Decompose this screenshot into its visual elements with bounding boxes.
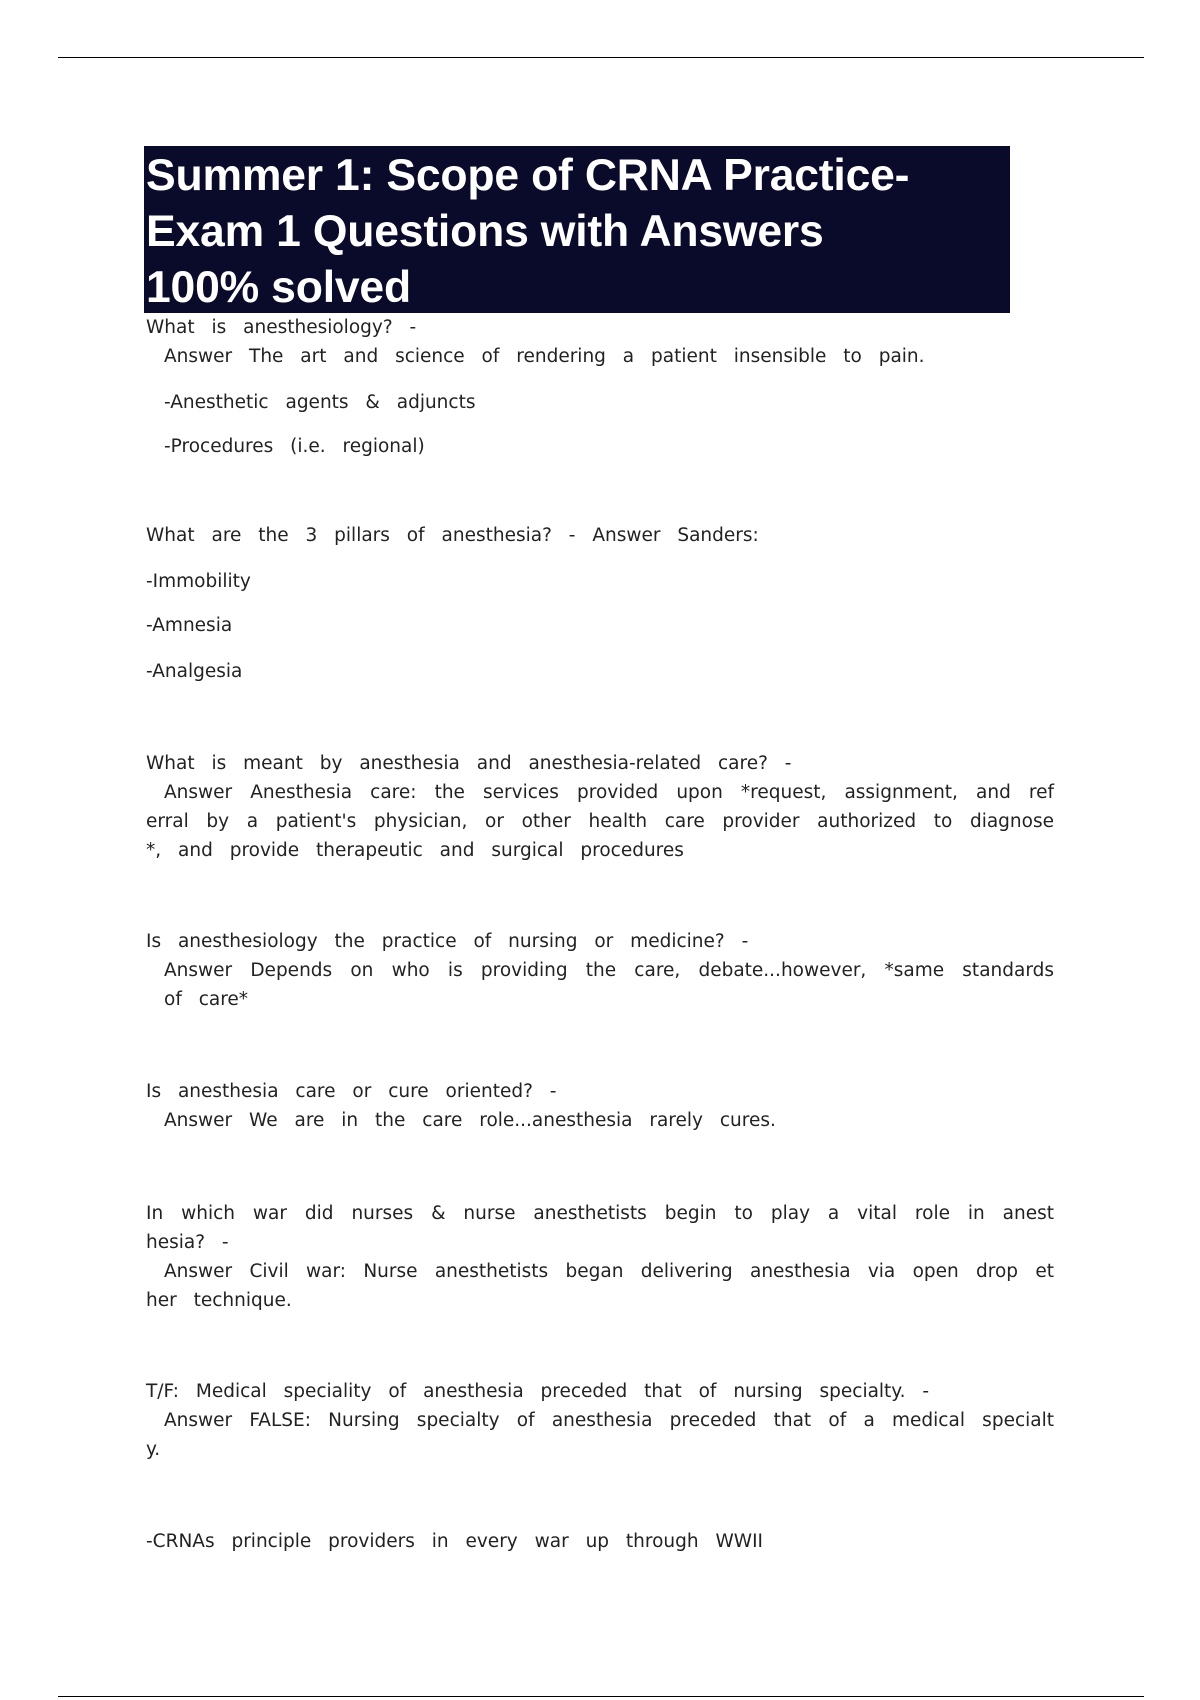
- qa-item: [146, 313, 1054, 461]
- qa-item: [146, 749, 1054, 865]
- answer-text: her technique.: [146, 1290, 292, 1311]
- answer-text: Answer Anesthesia care: the services provided upon *request, assignment, and ref: [164, 782, 1054, 803]
- answer-text: -Immobility: [146, 571, 251, 592]
- qa-item: [146, 1199, 1054, 1315]
- bottom-rule: [58, 1696, 1144, 1697]
- qa-item: [146, 1377, 1054, 1464]
- document-title: [144, 146, 1010, 313]
- question-text: In which war did nurses & nurse anesthetists begin to play a vital role in anest: [146, 1203, 1054, 1224]
- question-text: Is anesthesiology the practice of nursing or medicine? -: [146, 931, 749, 952]
- title-line-3: 100% solved: [146, 263, 411, 312]
- answer-text: -Amnesia: [146, 615, 233, 636]
- question-text: What is meant by anesthesia and anesthesia-related care? -: [146, 753, 792, 774]
- qa-item: [146, 927, 1054, 1014]
- question-text: Is anesthesia care or cure oriented? -: [146, 1081, 557, 1102]
- answer-text: Answer The art and science of rendering a patient insensible to pain.: [164, 346, 925, 367]
- qa-item: [146, 521, 1054, 686]
- answer-text: -Procedures (i.e. regional): [164, 436, 425, 457]
- question-text: T/F: Medical speciality of anesthesia preceded that of nursing specialty. -: [146, 1381, 930, 1402]
- answer-text: -Anesthetic agents & adjuncts: [164, 392, 476, 413]
- title-line-2: Exam 1 Questions with Answers: [146, 207, 824, 256]
- qa-item: [146, 1077, 1054, 1135]
- body-text: -CRNAs principle providers in every war up through WWII: [146, 1531, 763, 1552]
- answer-text: erral by a patient's physician, or other health care provider authorized to diagnose: [146, 811, 1054, 832]
- answer-text: Answer Civil war: Nurse anesthetists began delivering anesthesia via open drop et: [164, 1261, 1054, 1282]
- answer-text: Answer We are in the care role...anesthesia rarely cures.: [164, 1110, 776, 1131]
- answer-text: of care*: [164, 989, 249, 1010]
- question-text: What are the 3 pillars of anesthesia? - Answer Sanders:: [146, 525, 759, 546]
- top-rule: [58, 57, 1144, 58]
- question-text: hesia? -: [146, 1232, 229, 1253]
- title-line-1: Summer 1: Scope of CRNA Practice-: [146, 151, 910, 200]
- answer-text: Answer Depends on who is providing the care, debate...however, *same standards: [164, 960, 1054, 981]
- answer-text: -Analgesia: [146, 661, 243, 682]
- answer-text: y.: [146, 1439, 161, 1460]
- qa-item: [146, 1527, 1054, 1556]
- answer-text: *, and provide therapeutic and surgical procedures: [146, 840, 684, 861]
- question-text: What is anesthesiology? -: [146, 317, 417, 338]
- answer-text: Answer FALSE: Nursing specialty of anesthesia preceded that of a medical specialt: [164, 1410, 1054, 1431]
